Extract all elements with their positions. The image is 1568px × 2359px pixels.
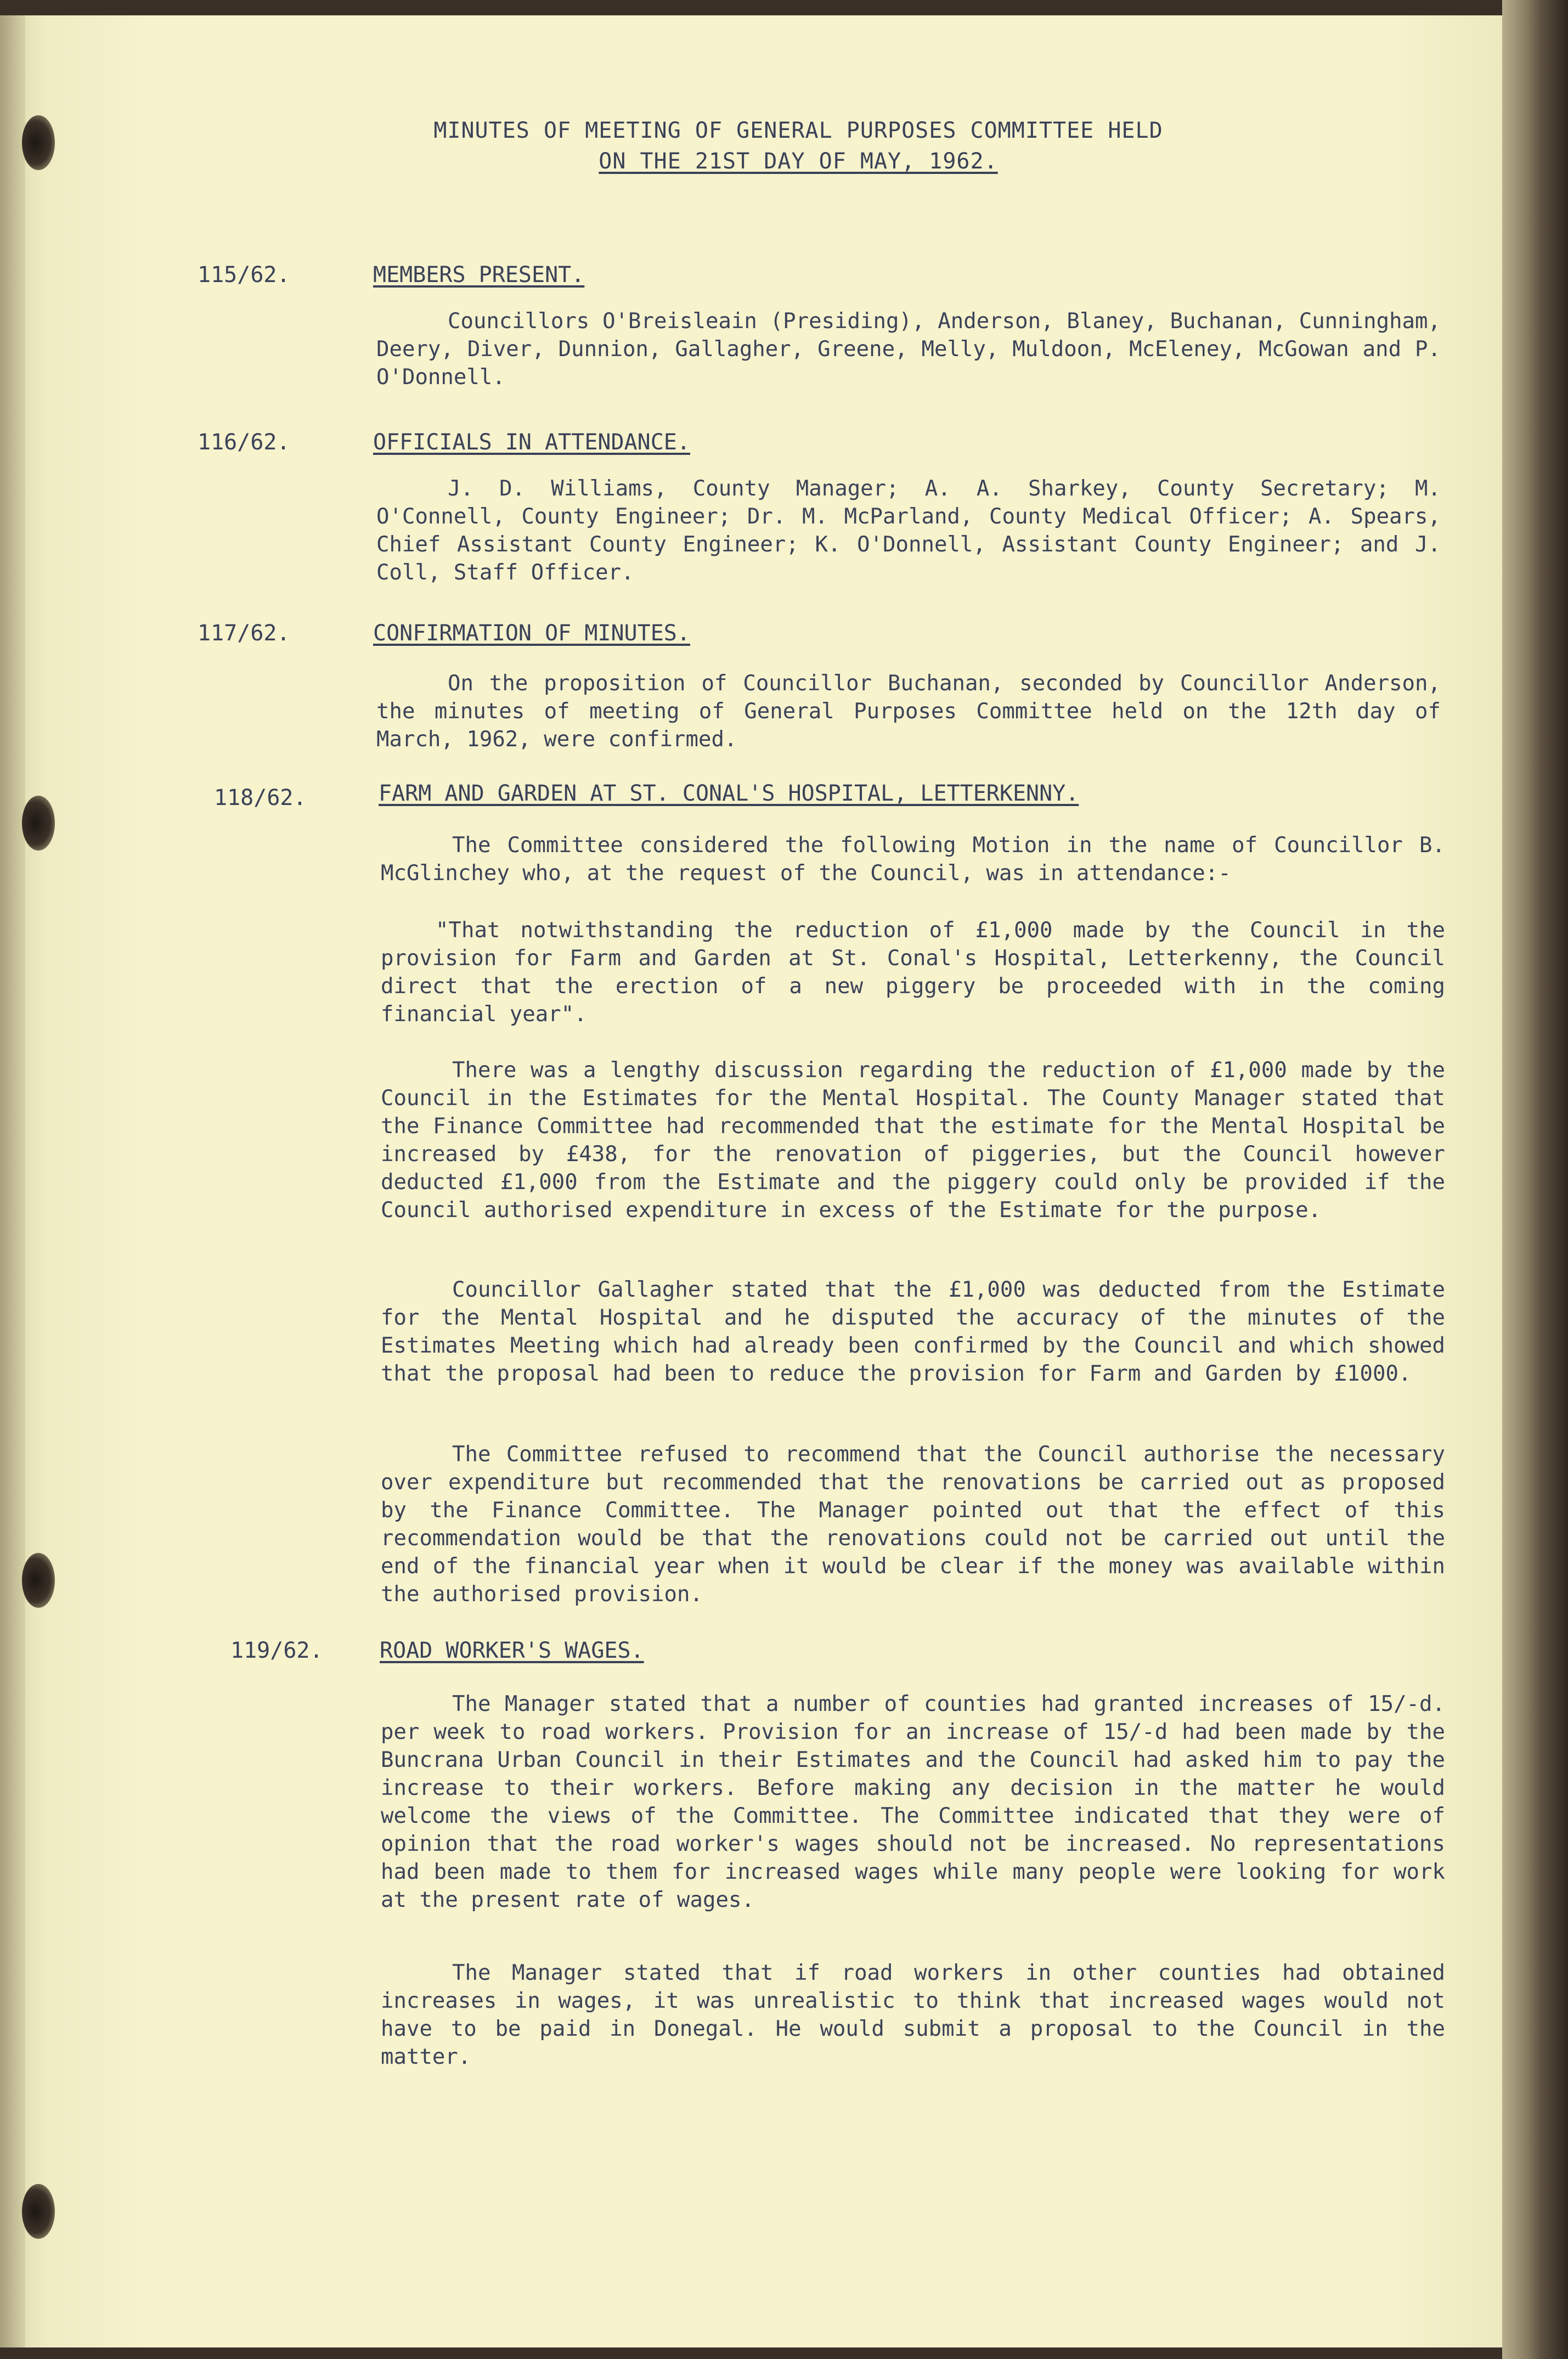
title-line-1: MINUTES OF MEETING OF GENERAL PURPOSES COMMITTEE HELD (433, 118, 1163, 143)
minute-heading: MEMBERS PRESENT. (373, 262, 585, 288)
minute-paragraph: The Committee refused to recommend that the Council authorise the necessary over expenditure but recommended that the renovations be carried out as proposed by the Finance Committee. The Manager pointed out that the effect of this recommendation would be that the renovations could not be carried out until the end of the financial year when it would be clear if the money was available within the authorised provision. (381, 1442, 1445, 1607)
minute-paragraph: The Committee considered the following Motion in the name of Councillor B. McGlinchey who, at the request of the Council, was in attendance:- (381, 833, 1445, 886)
minute-paragraph: Councillor Gallagher stated that the £1,000 was deducted from the Estimate for the Mental Hospital and he disputed the accuracy of the minutes of the Estimates Meeting which had already been confirmed by the Council and which showed that the proposal had been to reduce the provision for Farm and Garden by £1000. (381, 1277, 1445, 1386)
binder-hole (22, 2184, 55, 2239)
document-title (428, 115, 1169, 177)
book-page-edges (1502, 0, 1568, 2359)
minute-number: 118/62. (214, 785, 307, 810)
minute-number: 117/62. (198, 621, 290, 646)
minute-paragraph: "That notwithstanding the reduction of £1,000 made by the Council in the provision for Farm and Garden at St. Conal's Hospital, Letterkenny, the Council direct that the erection of a new piggery be proceeded with in the coming financial year". (381, 918, 1445, 1027)
minute-paragraph: There was a lengthy discussion regarding the reduction of £1,000 made by the Council in the Estimates for the Mental Hospital. The County Manager stated that the Finance Committee had recommended that the estimate for the Mental Hospital be increased by £438, for the renovation of piggeries, but the Council however deducted £1,000 from the Estimate and the piggery could only be provided if the Council authorised expenditure in excess of the Estimate for the purpose. (381, 1058, 1445, 1223)
minute-paragraph: J. D. Williams, County Manager; A. A. Sharkey, County Secretary; M. O'Connell, County Engineer; Dr. M. McParland, County Medical Officer; A. Spears, Chief Assistant County Engineer; K. O'Donnell, Assistant County Engineer; and J. Coll, Staff Officer. (376, 476, 1441, 585)
minute-paragraph: On the proposition of Councillor Buchanan, seconded by Councillor Anderson, the minutes of meeting of General Purposes Committee held on the 12th day of March, 1962, were confirmed. (376, 671, 1441, 752)
binder-hole (22, 115, 55, 170)
minute-heading: OFFICIALS IN ATTENDANCE. (373, 430, 690, 455)
title-line-2: ON THE 21ST DAY OF MAY, 1962. (599, 149, 998, 174)
minute-number: 116/62. (198, 430, 290, 455)
minute-paragraph: Councillors O'Breisleain (Presiding), Anderson, Blaney, Buchanan, Cunningham, Deery, Diver, Dunnion, Gallagher, Greene, Melly, Muldoon, McEleney, McGowan and P. O'Donnell. (376, 309, 1441, 390)
minute-paragraph: The Manager stated that if road workers in other counties had obtained increases in wages, it was unrealistic to think that increased wages would not have to be paid in Donegal. He would submit a proposal to the Council in the matter. (381, 1961, 1445, 2069)
minute-number: 115/62. (198, 262, 290, 288)
minute-heading: CONFIRMATION OF MINUTES. (373, 621, 690, 646)
binding-gutter (0, 15, 25, 2347)
binder-hole (22, 796, 55, 851)
minute-heading: FARM AND GARDEN AT ST. CONAL'S HOSPITAL, LETTERKENNY. (379, 781, 1079, 806)
binder-hole (22, 1553, 55, 1608)
minute-number: 119/62. (230, 1638, 323, 1663)
minute-paragraph: The Manager stated that a number of counties had granted increases of 15/-d. per week to road workers. Provision for an increase of 15/-d had been made by the Buncrana Urban Council in their Estimates and the Council had asked him to pay the increase to their workers. Before making any decision in the matter he would welcome the views of the Committee. The Committee indicated that they were of opinion that the road worker's wages should not be increased. No representations had been made to them for increased wages while many people were looking for work at the present rate of wages. (381, 1692, 1445, 1912)
minute-heading: ROAD WORKER'S WAGES. (380, 1638, 644, 1663)
